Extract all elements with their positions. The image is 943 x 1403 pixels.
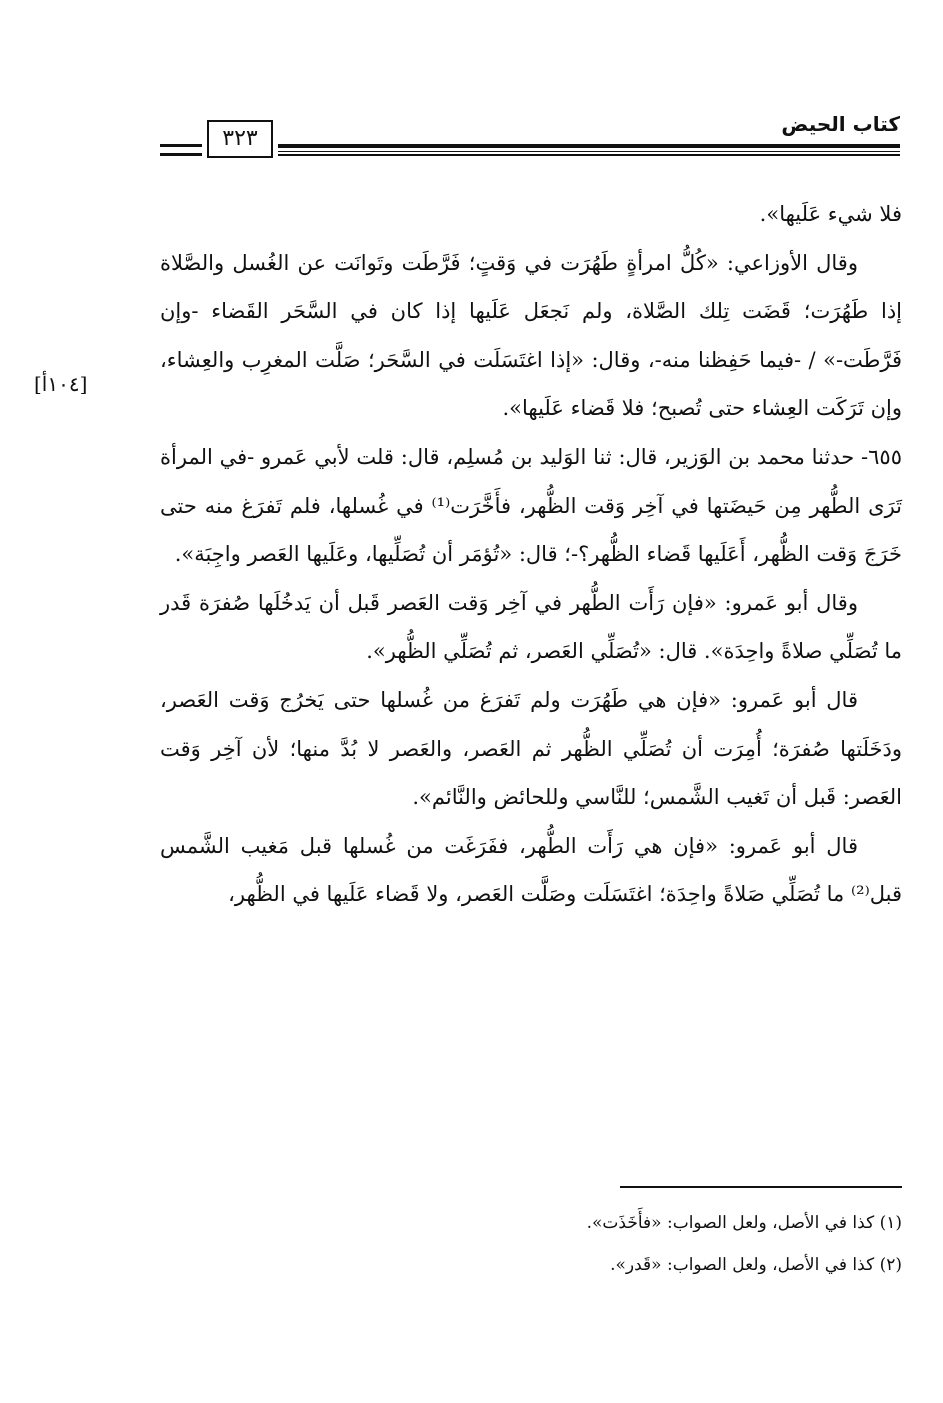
footnote: (١) كذا في الأصل، ولعل الصواب: «فأَخَذَت». [586, 1213, 902, 1233]
header-rule-short [160, 144, 202, 156]
paragraph: وقال الأوزاعي: «كُلُّ امرأةٍ طَهُرَت في وَقتٍ؛ فَرَّطَت وتَوانَت عن الغُسل والصَّلاة إذا طَهُرَت؛ قَضَت تِلك الصَّلاة، ولم نَجعَل عَلَيها إذا كان في السَّحَر القَضاء -وإن فَرَّطَت-» / -فيما حَفِظنا منه-، وقال: «إذا اغتَسَلَت في السَّحَر؛ صَلَّت المغرِب والعِشاء، وإن تَرَكَت العِشاء حتى تُصبح؛ فلا قَضاء عَلَيها». [160, 250, 902, 421]
paragraph: فلا شيء عَلَيها». [759, 202, 902, 226]
footnote: (٢) كذا في الأصل، ولعل الصواب: «قَدر». [610, 1255, 902, 1275]
margin-folio-note: [١٠٤أ] [34, 372, 88, 396]
paragraph: قال أبو عَمرو: «فإن هي طَهُرَت ولم تَفرَغ من غُسلها حتى يَخرُج وَقت العَصر، ودَخَلَتها صُفرَة؛ أُمِرَت أن تُصَلِّي الظُّهر ثم العَصر، والعَصر لا بُدَّ منها؛ لأن آخِر وَقت العَصر: قَبل أن تَغيب الشَّمس؛ للنَّاسي وللحائض والنَّائم». [160, 687, 902, 810]
paragraph: قال أبو عَمرو: «فإن هي رَأَت الطُّهر، ففَرَغَت من غُسلها قبل مَغيب الشَّمس قبل⁽²⁾ ما تُصَلِّي صَلاةً واحِدَة؛ اغتَسَلَت وصَلَّت العَصر، ولا قَضاء عَلَيها في الظُّهر، [160, 833, 902, 907]
paragraph: ٦٥٥- حدثنا محمد بن الوَزير، قال: ثنا الوَليد بن مُسلِم، قال: قلت لأبي عَمرو -في المرأة تَرَى الطُّهر مِن حَيضَتها في آخِر وَقت الظُّهر، فأَخَّرَت⁽¹⁾ في غُسلها، فلم تَفرَغ منه حتى خَرَجَ وَقت الظُّهر، أَعَلَيها قَضاء الظُّهر؟-؛ قال: «تُؤمَر أن تُصَلِّيها، وعَلَيها العَصر واجِبَة». [160, 444, 903, 567]
page-header [160, 110, 900, 166]
running-title: كتاب الحيض [781, 112, 900, 136]
footnotes [160, 1202, 902, 1286]
main-text [160, 190, 902, 919]
header-rule [278, 144, 900, 156]
page-number: ٣٢٣ [207, 120, 273, 158]
footnote-separator [620, 1186, 902, 1188]
paragraph: وقال أبو عَمرو: «فإن رَأَت الطُّهر في آخِر وَقت العَصر قَبل أن يَدخُلَها صُفرَة قَدر ما تُصَلِّي صلاةً واحِدَة». قال: «تُصَلِّي العَصر، ثم تُصَلِّي الظُّهر». [160, 590, 902, 664]
